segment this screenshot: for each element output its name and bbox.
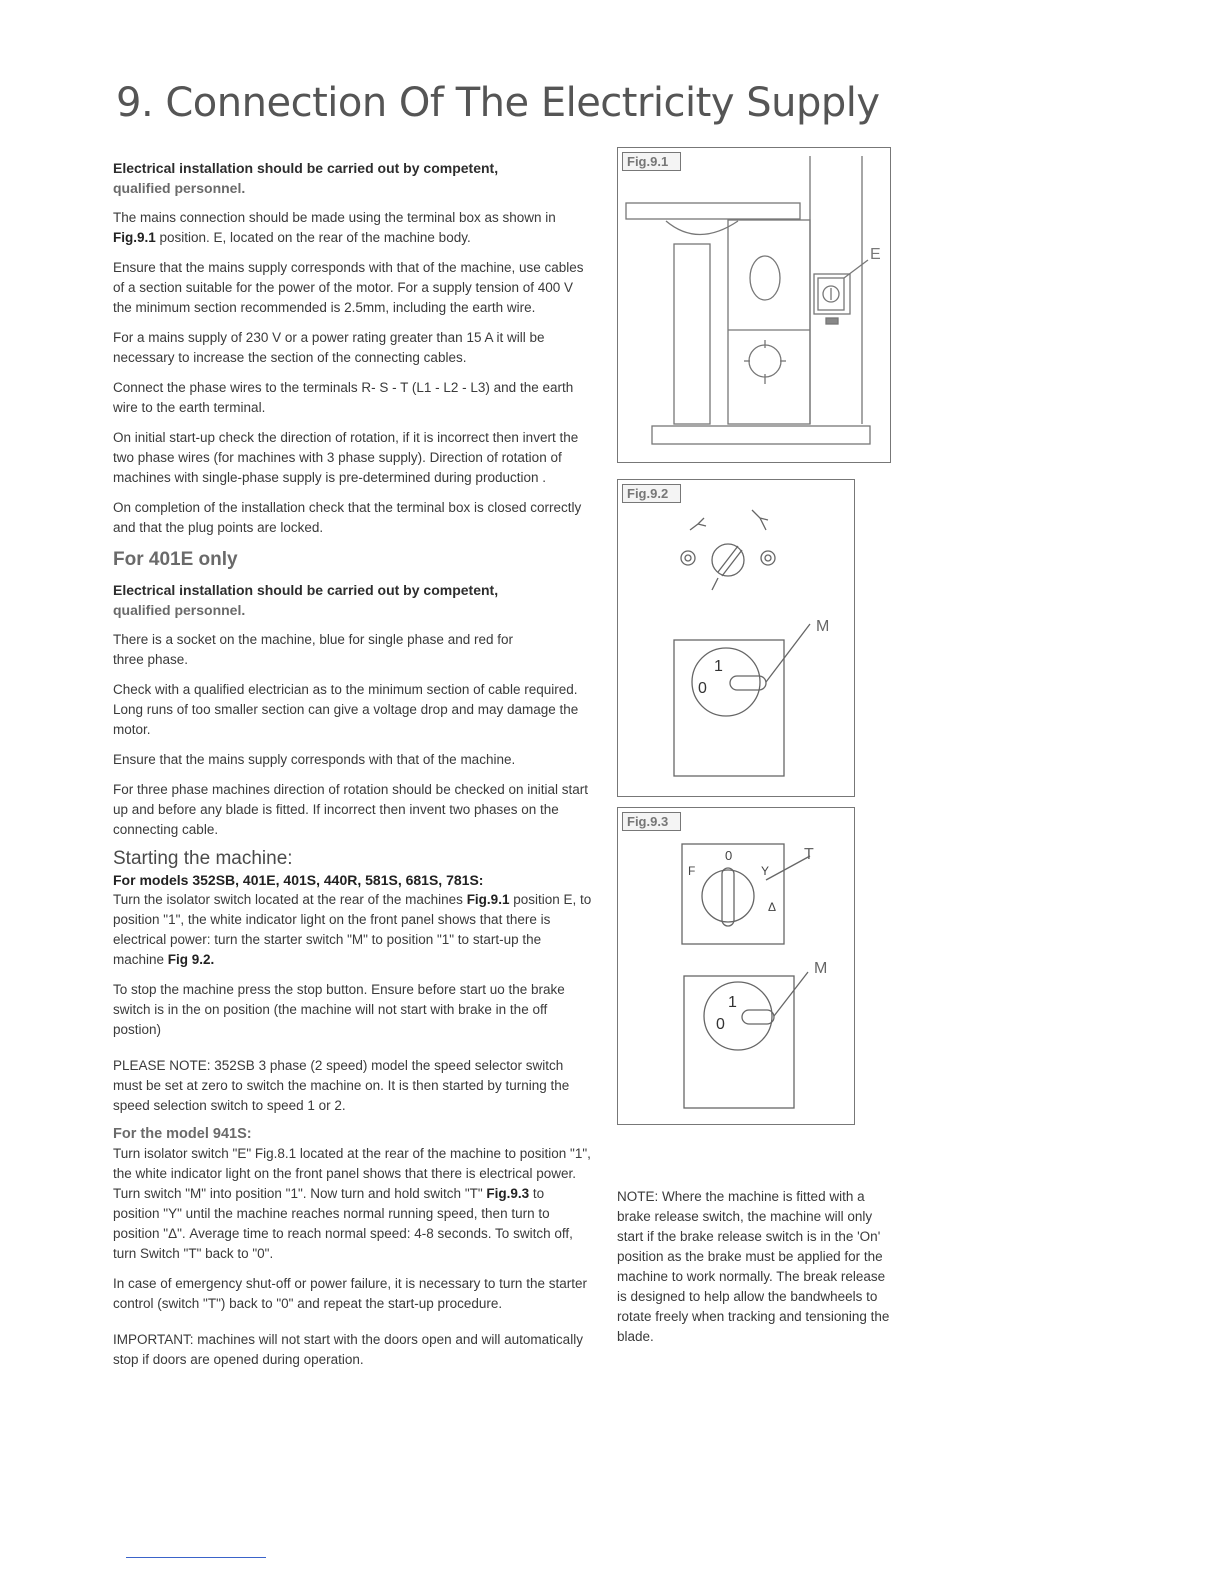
callout-m: M <box>816 618 830 635</box>
starting-heading: Starting the machine: <box>113 848 293 869</box>
model941-paragraph-2: In case of emergency shut-off or power failure, it is necessary to turn the starter control (switch "T") back to "0" and repeat the start-up procedure. <box>113 1276 587 1311</box>
callout-t: T <box>804 846 814 863</box>
callout-e: E <box>870 246 881 263</box>
machine-rear-diagram <box>618 148 890 462</box>
fig-reference: Fig.9.3 <box>486 1186 530 1201</box>
safety-warning-401e <box>113 580 593 620</box>
intro-p1-tail: position. E, located on the rear of the machine body. <box>155 230 471 245</box>
starting-paragraph-2: To stop the machine press the stop button. Ensure before start uo the brake switch is in the on position (the machine will not start with brake in the off postion) <box>113 982 565 1037</box>
intro-paragraph-2: Ensure that the mains supply corresponds with that of the machine, use cables of a section suitable for the power of the motor. For a supply tension of 400 V the minimum section recommended is 2.5mm, including the earth wire. <box>113 260 584 315</box>
fig-reference: Fig.9.1 <box>466 892 510 907</box>
section401-paragraph-2: Check with a qualified electrician as to the minimum section of cable required. Long runs of too smaller section can give a voltage drop and may damage the motor. <box>113 682 579 737</box>
intro-paragraph-5: On initial start-up check the direction of rotation, if it is incorrect then invert the two phase wires (for machines with 3 phase supply). Direction of rotation of machines with single-phase supply is pre-determined during production . <box>113 430 579 485</box>
selector-delta-label: Δ <box>768 900 777 914</box>
section-heading-401e: For 401E only <box>113 549 238 570</box>
callout-m: M <box>814 960 828 977</box>
position-1-label: 1 <box>714 658 723 675</box>
figure-9-2 <box>617 479 855 797</box>
footer-rule <box>126 1557 266 1558</box>
intro-p1-text: The mains connection should be made using the terminal box as shown in <box>113 210 556 225</box>
starting-paragraph-1 <box>113 890 593 970</box>
figure-label: Fig.9.3 <box>622 812 681 831</box>
warning-401e-line-2: qualified personnel. <box>113 602 246 618</box>
warning-line-2: qualified personnel. <box>113 180 246 196</box>
starting-models: For models 352SB, 401E, 401S, 440R, 581S, 681S, 781S: <box>113 872 484 888</box>
starting-p1-a: Turn the isolator switch located at the rear of the machines <box>113 892 467 907</box>
model941-heading: For the model 941S: <box>113 1126 252 1142</box>
intro-paragraph-1 <box>113 208 593 248</box>
figure-label: Fig.9.2 <box>622 484 681 503</box>
selector-f-label: F <box>688 864 696 878</box>
position-0-label: 0 <box>716 1016 725 1033</box>
main-text-column <box>113 158 593 1380</box>
starting-p1-b: position E, to position "1", the white indicator light on the front panel shows that there is electrical power: turn the starter switch "M" to position "1" to start-up the machine <box>113 892 592 967</box>
model941-paragraph-3: IMPORTANT: machines will not start with the doors open and will automatically stop if doors are opened during operation. <box>113 1332 583 1367</box>
intro-paragraph-4: Connect the phase wires to the terminals R- S - T (L1 - L2 - L3) and the earth wire to the earth terminal. <box>113 380 574 415</box>
selector-y-label: Y <box>761 864 770 878</box>
brake-release-note: NOTE: Where the machine is fitted with a brake release switch, the machine will only start if the brake release switch is in the 'On' position as the brake must be applied for the machine to work normally. The break release is designed to help allow the bandwheels to rotate freely when tracking and tensioning the blade. <box>617 1189 890 1344</box>
starting-paragraph-3: PLEASE NOTE: 352SB 3 phase (2 speed) model the speed selector switch must be set at zero to switch the machine on. It is then started by turning the speed selection switch to speed 1 or 2. <box>113 1058 570 1113</box>
position-1-label: 1 <box>728 994 737 1011</box>
model941-p1-b: to position "Y" until the machine reaches normal running speed, then turn to position "Δ". Average time to reach normal speed: 4-8 seconds. To switch off, turn Switch "T" back to "0". <box>113 1186 573 1261</box>
intro-paragraph-6: On completion of the installation check that the terminal box is closed correctly and that the plug points are locked. <box>113 500 582 535</box>
warning-401e-line-1: Electrical installation should be carried out by competent, <box>113 582 499 598</box>
figure-label: Fig.9.1 <box>622 152 681 171</box>
fig-reference: Fig.9.1 <box>113 230 156 245</box>
model941-paragraph-1 <box>113 1144 593 1264</box>
fig-reference: Fig 9.2. <box>167 952 215 967</box>
section401-paragraph-4: For three phase machines direction of rotation should be checked on initial start up and before any blade is fitted. If incorrect then invent two phases on the connecting cable. <box>113 782 589 837</box>
safety-warning <box>113 158 593 198</box>
warning-line-1: Electrical installation should be carried out by competent, <box>113 160 499 176</box>
position-0-label: 0 <box>698 680 707 697</box>
section401-paragraph-3: Ensure that the mains supply corresponds with that of the machine. <box>113 752 516 767</box>
intro-paragraph-3: For a mains supply of 230 V or a power rating greater than 15 A it will be necessary to increase the section of the connecting cables. <box>113 330 545 365</box>
selector-0-label: 0 <box>725 848 733 863</box>
page-title: 9. Connection Of The Electricity Supply <box>116 80 880 126</box>
section401-paragraph-1: There is a socket on the machine, blue for single phase and red for three phase. <box>113 632 513 667</box>
figure-9-1 <box>617 147 891 463</box>
model941-p1-a: Turn isolator switch "E" Fig.8.1 located at the rear of the machine to position "1", the white indicator light on the front panel shows that there is electrical power. Turn switch "M" into position "1". Now turn and hold switch "T" <box>113 1146 591 1201</box>
figure-9-3 <box>617 807 855 1125</box>
starter-switch-diagram <box>618 480 854 796</box>
